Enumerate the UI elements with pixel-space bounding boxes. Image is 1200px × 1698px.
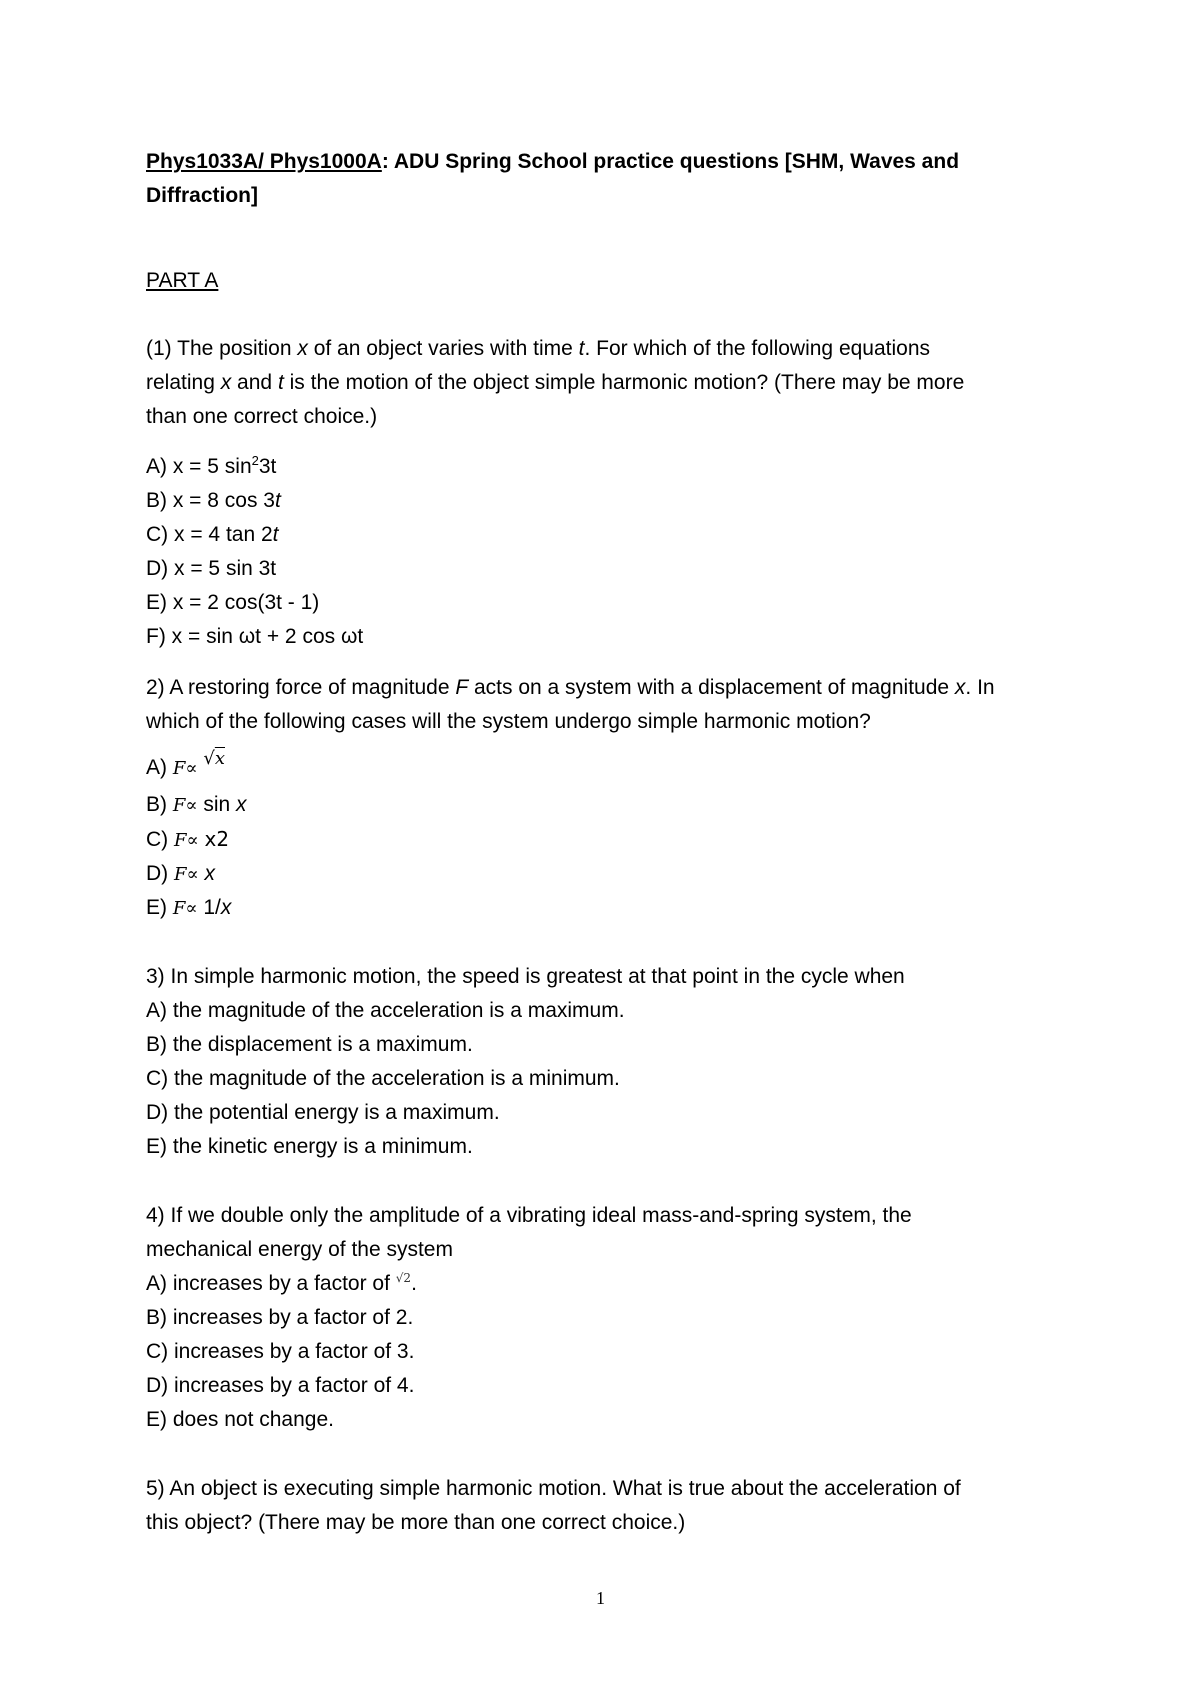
var-t: t	[277, 371, 284, 394]
var-x: x	[204, 862, 216, 885]
q3-option-b: B) the displacement is a maximum.	[146, 1033, 473, 1056]
course-codes: Phys1033A/ Phys1000A	[146, 150, 382, 173]
q4-option-e: E) does not change.	[146, 1408, 334, 1431]
q2-option-c	[146, 822, 229, 858]
q1-text: of an object varies with time	[307, 337, 579, 360]
var-x: x	[297, 337, 308, 360]
q2-option-e	[146, 891, 231, 926]
q1-option-c	[146, 518, 279, 552]
q2-stem-line1	[146, 671, 995, 705]
proportional-symbol: F∝	[172, 758, 198, 779]
option-text: sin	[197, 793, 237, 816]
q2-text: acts on a system with a displacement of magnitude	[468, 676, 955, 699]
option-label: D)	[146, 862, 174, 885]
q4-stem-line2: mechanical energy of the system	[146, 1238, 453, 1261]
q1-text: and	[231, 371, 278, 394]
q3-option-c: C) the magnitude of the acceleration is a minimum.	[146, 1067, 620, 1090]
q1-text: (1) The position	[146, 337, 298, 360]
var-t: t	[272, 523, 279, 546]
var-t: t	[578, 337, 585, 360]
q2-stem-line2: which of the following cases will the system undergo simple harmonic motion?	[146, 710, 871, 733]
superscript: 2	[251, 453, 259, 468]
q4-option-c: C) increases by a factor of 3.	[146, 1340, 415, 1363]
q3-option-e: E) the kinetic energy is a minimum.	[146, 1135, 473, 1158]
q2-text: . In	[965, 676, 995, 699]
q4-option-b: B) increases by a factor of 2.	[146, 1306, 414, 1329]
proportional-symbol: F∝	[174, 830, 199, 851]
page-number: 1	[596, 1588, 605, 1608]
q2-option-a	[146, 748, 225, 786]
document-title-line2: Diffraction]	[146, 184, 258, 207]
option-text: B) x = 8 cos 3	[146, 489, 275, 512]
q3-option-d: D) the potential energy is a maximum.	[146, 1101, 500, 1124]
var-x: x	[220, 896, 232, 919]
option-label: A)	[146, 756, 173, 779]
option-label: C)	[146, 828, 174, 851]
q1-stem-line2	[146, 366, 964, 400]
q1-option-f: F) x = sin ωt + 2 cos ωt	[146, 625, 364, 648]
q5-stem-line2: this object? (There may be more than one correct choice.)	[146, 1511, 686, 1534]
proportional-symbol: F∝	[172, 898, 198, 919]
option-text: A) increases by a factor of	[146, 1272, 396, 1295]
q1-option-b	[146, 484, 281, 518]
option-text: C) x = 4 tan 2	[146, 523, 273, 546]
option-text: A) x = 5 sin	[146, 455, 252, 478]
option-label: B)	[146, 793, 173, 816]
var-x: x	[236, 793, 247, 816]
var-t: t	[274, 489, 281, 512]
q1-option-e: E) x = 2 cos(3t - 1)	[146, 591, 320, 614]
document-title	[146, 145, 959, 179]
title-text: : ADU Spring School practice questions [SHM, Waves and	[381, 150, 960, 173]
q1-option-a	[146, 450, 276, 484]
sqrt-symbol: √2	[395, 1271, 412, 1285]
sqrt-radicand: x	[214, 748, 225, 769]
var-x: x	[954, 676, 966, 699]
proportional-symbol: F∝	[172, 795, 198, 816]
q3-stem: 3) In simple harmonic motion, the speed is greatest at that point in the cycle when	[146, 965, 905, 988]
q1-option-d: D) x = 5 sin 3t	[146, 557, 277, 580]
var-F: F	[455, 676, 469, 699]
q3-option-a: A) the magnitude of the acceleration is a maximum.	[146, 999, 625, 1022]
q2-option-b	[146, 788, 247, 823]
q4-stem-line1: 4) If we double only the amplitude of a vibrating ideal mass-and-spring system, the	[146, 1204, 912, 1227]
option-text: 1/	[197, 896, 221, 919]
sqrt-symbol	[203, 748, 225, 769]
q1-stem-line1	[146, 332, 930, 366]
q4-option-a	[146, 1267, 417, 1303]
option-label: E)	[146, 896, 173, 919]
var-x: x	[220, 371, 232, 394]
option-text: 3t	[258, 455, 277, 478]
option-text: .	[411, 1272, 417, 1295]
q1-text: . For which of the following equations	[584, 337, 931, 360]
q1-text: relating	[146, 371, 221, 394]
proportional-symbol: F∝	[174, 864, 199, 885]
q2-text: 2) A restoring force of magnitude	[146, 676, 456, 699]
q1-stem-line3: than one correct choice.)	[146, 405, 378, 428]
q4-option-d: D) increases by a factor of 4.	[146, 1374, 415, 1397]
sqrt-sign: √	[203, 748, 215, 769]
q2-option-d	[146, 857, 215, 892]
option-text: x2	[204, 827, 230, 851]
q1-text: is the motion of the object simple harmonic motion? (There may be more	[283, 371, 965, 394]
part-label: PART A	[146, 269, 219, 292]
q5-stem-line1: 5) An object is executing simple harmonic motion. What is true about the acceleration of	[146, 1477, 961, 1500]
